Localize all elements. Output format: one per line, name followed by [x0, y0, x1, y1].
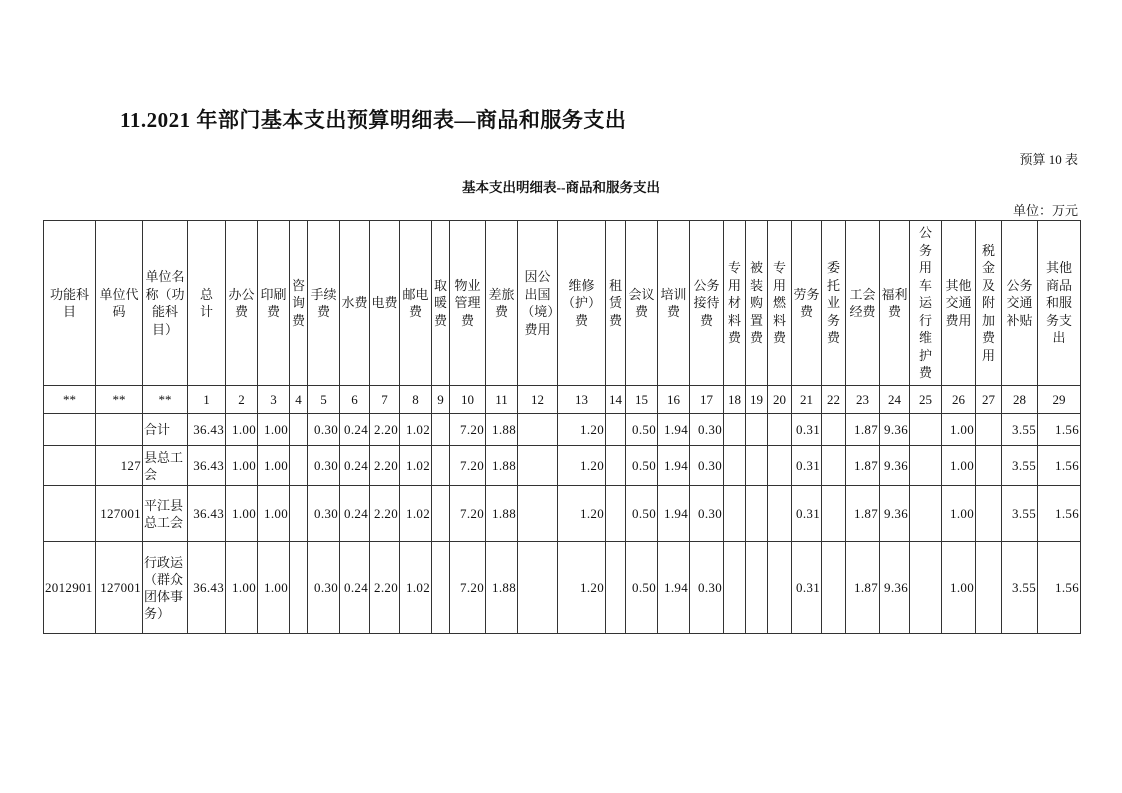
column-index-cell: 29 [1038, 386, 1081, 414]
column-index-cell: 28 [1002, 386, 1038, 414]
table-cell: 1.56 [1038, 414, 1081, 446]
table-header-cell: 水费 [340, 221, 370, 386]
table-cell [910, 486, 942, 542]
column-index-cell: 27 [976, 386, 1002, 414]
table-cell: 2.20 [370, 486, 400, 542]
table-header-cell: 劳务费 [792, 221, 822, 386]
table-header-cell: 专用燃料费 [768, 221, 792, 386]
table-cell: 1.88 [486, 446, 518, 486]
column-index-cell: 3 [258, 386, 290, 414]
column-index-cell: 2 [226, 386, 258, 414]
table-cell [518, 446, 558, 486]
table-cell: 1.56 [1038, 486, 1081, 542]
table-cell: 2.20 [370, 414, 400, 446]
table-cell: 1.56 [1038, 446, 1081, 486]
table-cell: 0.50 [626, 446, 658, 486]
table-cell [606, 542, 626, 634]
table-cell: 1.20 [558, 542, 606, 634]
table-cell: 1.00 [226, 542, 258, 634]
table-cell: 1.87 [846, 414, 880, 446]
table-cell: 平江县总工会 [143, 486, 188, 542]
table-cell: 9.36 [880, 486, 910, 542]
table-header-cell: 单位名称（功能科目） [143, 221, 188, 386]
table-cell [822, 446, 846, 486]
table-cell [768, 542, 792, 634]
table-cell: 0.24 [340, 414, 370, 446]
table-header-cell: 委托业务费 [822, 221, 846, 386]
table-cell: 0.50 [626, 486, 658, 542]
table-header-cell: 因公出国（境）费用 [518, 221, 558, 386]
column-index-cell: ** [96, 386, 143, 414]
table-cell: 1.00 [226, 486, 258, 542]
column-index-cell: 9 [432, 386, 450, 414]
table-cell [768, 414, 792, 446]
table-subtitle: 基本支出明细表--商品和服务支出 [462, 180, 660, 195]
table-cell: 1.20 [558, 486, 606, 542]
table-cell: 9.36 [880, 542, 910, 634]
table-cell [518, 486, 558, 542]
table-cell: 1.87 [846, 542, 880, 634]
table-header-cell: 其他商品和服务支出 [1038, 221, 1081, 386]
table-header-cell: 印刷费 [258, 221, 290, 386]
table-header-cell: 其他交通费用 [942, 221, 976, 386]
column-index-cell: 7 [370, 386, 400, 414]
table-cell: 合计 [143, 414, 188, 446]
table-cell [746, 542, 768, 634]
column-index-cell: 16 [658, 386, 690, 414]
column-index-cell: 24 [880, 386, 910, 414]
table-cell: 0.50 [626, 542, 658, 634]
unit-label: 单位：万元 [1012, 203, 1078, 218]
table-cell [724, 486, 746, 542]
table-cell [518, 414, 558, 446]
table-cell [432, 446, 450, 486]
table-cell: 0.31 [792, 414, 822, 446]
table-cell: 0.30 [690, 414, 724, 446]
table-cell [44, 414, 96, 446]
table-header-cell: 公务用车运行维护费 [910, 221, 942, 386]
table-cell [976, 486, 1002, 542]
column-index-cell: 10 [450, 386, 486, 414]
table-cell [724, 542, 746, 634]
table-cell: 0.30 [690, 446, 724, 486]
table-cell [822, 414, 846, 446]
column-index-cell: 5 [308, 386, 340, 414]
column-index-cell: 17 [690, 386, 724, 414]
column-index-cell: 6 [340, 386, 370, 414]
table-header-cell: 福利费 [880, 221, 910, 386]
table-cell: 行政运（群众团体事务） [143, 542, 188, 634]
table-cell: 127001 [96, 486, 143, 542]
table-header-cell: 税金及附加费用 [976, 221, 1002, 386]
table-header-cell: 电费 [370, 221, 400, 386]
table-cell: 0.30 [690, 542, 724, 634]
table-cell: 2.20 [370, 542, 400, 634]
table-cell: 1.02 [400, 414, 432, 446]
column-index-cell: ** [44, 386, 96, 414]
table-header-cell: 工会经费 [846, 221, 880, 386]
table-cell: 36.43 [188, 414, 226, 446]
column-index-cell: 4 [290, 386, 308, 414]
table-cell: 1.00 [258, 542, 290, 634]
table-cell [432, 414, 450, 446]
table-cell: 3.55 [1002, 446, 1038, 486]
table-cell [746, 486, 768, 542]
table-cell: 0.24 [340, 486, 370, 542]
table-cell [746, 414, 768, 446]
column-index-cell: 13 [558, 386, 606, 414]
table-cell: 3.55 [1002, 486, 1038, 542]
table-cell: 0.30 [308, 414, 340, 446]
table-cell: 1.00 [258, 486, 290, 542]
table-cell: 1.94 [658, 446, 690, 486]
table-cell: 0.30 [308, 542, 340, 634]
table-cell: 2012901 [44, 542, 96, 634]
table-cell: 1.56 [1038, 542, 1081, 634]
table-cell [724, 446, 746, 486]
table-header-cell: 邮电费 [400, 221, 432, 386]
table-cell: 7.20 [450, 542, 486, 634]
table-cell: 3.55 [1002, 542, 1038, 634]
table-cell [518, 542, 558, 634]
table-cell: 0.24 [340, 542, 370, 634]
table-cell [822, 542, 846, 634]
column-index-cell: 22 [822, 386, 846, 414]
table-cell [768, 446, 792, 486]
table-cell: 0.30 [690, 486, 724, 542]
column-index-cell: 15 [626, 386, 658, 414]
table-header-row [44, 221, 1081, 386]
column-index-cell: 8 [400, 386, 432, 414]
table-cell: 9.36 [880, 414, 910, 446]
table-cell: 1.00 [258, 414, 290, 446]
table-cell: 0.31 [792, 542, 822, 634]
table-header-cell: 单位代码 [96, 221, 143, 386]
table-cell: 3.55 [1002, 414, 1038, 446]
table-header-cell: 维修（护）费 [558, 221, 606, 386]
table-cell: 36.43 [188, 542, 226, 634]
table-cell: 1.94 [658, 414, 690, 446]
table-cell [976, 542, 1002, 634]
table-cell [910, 414, 942, 446]
table-cell [606, 486, 626, 542]
table-cell: 1.88 [486, 542, 518, 634]
budget-table-body [44, 221, 1081, 634]
table-header-cell: 咨询费 [290, 221, 308, 386]
table-cell [976, 446, 1002, 486]
table-cell: 1.20 [558, 414, 606, 446]
table-cell: 9.36 [880, 446, 910, 486]
table-cell: 1.00 [226, 414, 258, 446]
table-cell [44, 446, 96, 486]
table-cell [432, 542, 450, 634]
page-title: 11.2021 年部门基本支出预算明细表—商品和服务支出 [120, 108, 627, 132]
table-cell: 7.20 [450, 446, 486, 486]
table-cell: 7.20 [450, 414, 486, 446]
table-header-cell: 会议费 [626, 221, 658, 386]
table-cell: 1.87 [846, 446, 880, 486]
table-cell: 0.50 [626, 414, 658, 446]
table-cell: 1.02 [400, 486, 432, 542]
table-header-cell: 差旅费 [486, 221, 518, 386]
table-cell [432, 486, 450, 542]
table-cell [910, 446, 942, 486]
table-cell [96, 414, 143, 446]
table-cell: 1.00 [942, 486, 976, 542]
table-cell [606, 446, 626, 486]
table-row [44, 542, 1081, 634]
table-cell [976, 414, 1002, 446]
column-index-cell: 21 [792, 386, 822, 414]
table-header-cell: 物业管理费 [450, 221, 486, 386]
column-index-cell: 26 [942, 386, 976, 414]
table-cell: 1.00 [942, 446, 976, 486]
column-index-cell: 11 [486, 386, 518, 414]
column-index-cell: 14 [606, 386, 626, 414]
column-index-cell: 23 [846, 386, 880, 414]
table-cell: 2.20 [370, 446, 400, 486]
column-index-cell: 25 [910, 386, 942, 414]
table-cell: 0.24 [340, 446, 370, 486]
table-cell: 36.43 [188, 486, 226, 542]
table-cell [822, 486, 846, 542]
table-header-cell: 被装购置费 [746, 221, 768, 386]
table-cell: 1.88 [486, 486, 518, 542]
table-number-label: 预算 10 表 [1019, 152, 1078, 167]
table-header-cell: 办公费 [226, 221, 258, 386]
table-cell: 0.30 [308, 446, 340, 486]
table-cell [746, 446, 768, 486]
table-row [44, 446, 1081, 486]
table-cell: 1.20 [558, 446, 606, 486]
table-row [44, 414, 1081, 446]
column-index-cell: 19 [746, 386, 768, 414]
column-index-cell: 12 [518, 386, 558, 414]
table-cell: 0.30 [308, 486, 340, 542]
table-cell: 127 [96, 446, 143, 486]
table-cell: 1.88 [486, 414, 518, 446]
table-cell: 0.31 [792, 446, 822, 486]
table-header-cell: 手续费 [308, 221, 340, 386]
table-header-cell: 公务交通补贴 [1002, 221, 1038, 386]
table-cell [290, 446, 308, 486]
table-header-cell: 租赁费 [606, 221, 626, 386]
table-cell: 1.02 [400, 446, 432, 486]
column-index-cell: ** [143, 386, 188, 414]
table-cell: 县总工会 [143, 446, 188, 486]
table-cell: 0.31 [792, 486, 822, 542]
table-cell [290, 542, 308, 634]
column-index-cell: 20 [768, 386, 792, 414]
table-header-cell: 培训费 [658, 221, 690, 386]
table-cell: 7.20 [450, 486, 486, 542]
column-index-row [44, 386, 1081, 414]
table-cell: 1.94 [658, 486, 690, 542]
table-cell: 1.00 [226, 446, 258, 486]
table-cell: 1.02 [400, 542, 432, 634]
table-cell [44, 486, 96, 542]
table-header-cell: 专用材料费 [724, 221, 746, 386]
table-cell [290, 486, 308, 542]
table-cell: 1.00 [942, 414, 976, 446]
budget-table [43, 220, 1081, 634]
table-cell: 36.43 [188, 446, 226, 486]
table-header-cell: 取暖费 [432, 221, 450, 386]
table-cell [606, 414, 626, 446]
table-cell [910, 542, 942, 634]
table-cell: 1.00 [258, 446, 290, 486]
table-cell: 1.94 [658, 542, 690, 634]
table-header-cell: 公务接待费 [690, 221, 724, 386]
column-index-cell: 1 [188, 386, 226, 414]
table-cell [290, 414, 308, 446]
table-header-cell: 功能科目 [44, 221, 96, 386]
table-cell [724, 414, 746, 446]
table-cell [768, 486, 792, 542]
table-cell: 127001 [96, 542, 143, 634]
table-header-cell: 总计 [188, 221, 226, 386]
table-cell: 1.00 [942, 542, 976, 634]
column-index-cell: 18 [724, 386, 746, 414]
table-cell: 1.87 [846, 486, 880, 542]
table-row [44, 486, 1081, 542]
